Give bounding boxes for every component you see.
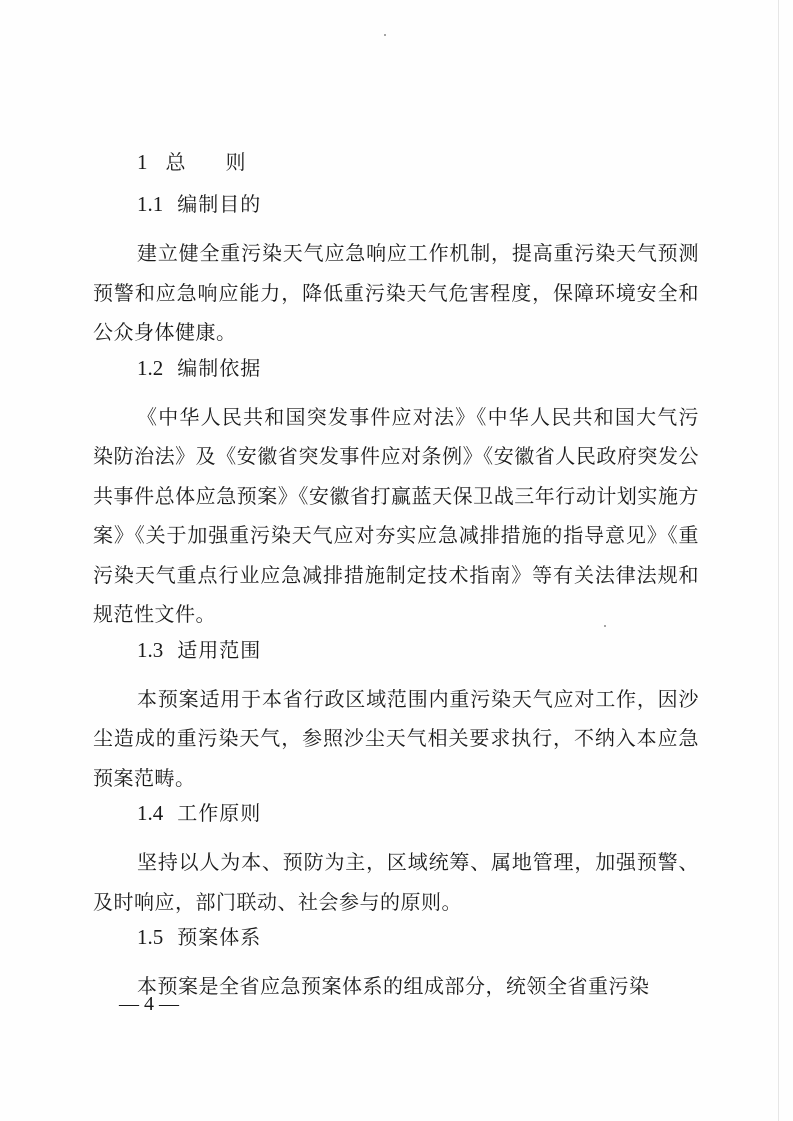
section-title: 工作原则	[177, 801, 262, 825]
section-title: 预案体系	[177, 925, 262, 949]
page-number: — 4 —	[119, 993, 179, 1015]
document-body	[93, 150, 699, 1010]
section-number: 1.1	[137, 192, 164, 216]
paragraph-scope: 本预案适用于本省行政区域范围内重污染天气应对工作，因沙尘造成的重污染天气，参照沙尘天气相关要求执行，不纳入本应急预案范畴。	[93, 686, 699, 790]
paragraph-purpose: 建立健全重污染天气应急响应工作机制，提高重污染天气预测预警和应急响应能力，降低重污染天气危害程度，保障环境安全和公众身体健康。	[93, 241, 699, 344]
paragraph-system: 本预案是全省应急预案体系的组成部分，统领全省重污染	[137, 974, 650, 998]
section-title: 编制依据	[177, 355, 262, 380]
section-title: 总 则	[165, 150, 256, 174]
section-title: 编制目的	[177, 192, 262, 216]
section-number: 1.3	[137, 637, 164, 662]
section-number: 1.4	[137, 801, 164, 825]
section-heading-1-5	[93, 925, 699, 967]
section-number: 1.2	[137, 355, 164, 380]
section-heading-1	[93, 150, 699, 192]
section-heading-1-2	[93, 356, 699, 398]
section-heading-1-3	[93, 638, 699, 680]
section-heading-1-1	[93, 192, 699, 234]
section-number: 1	[137, 150, 148, 174]
scan-speck	[384, 34, 386, 36]
section-number: 1.5	[137, 925, 164, 949]
paragraph-principles: 坚持以人为本、预防为主，区域统筹、属地管理，加强预警、及时响应，部门联动、社会参与的原则。	[93, 850, 699, 914]
section-title: 适用范围	[177, 637, 262, 662]
scan-edge-line	[778, 0, 779, 1121]
paragraph-basis: 《中华人民共和国突发事件应对法》《中华人民共和国大气污染防治法》及《安徽省突发事件应对条例》《安徽省人民政府突发公共事件总体应急预案》《安徽省打赢蓝天保卫战三年行动计划实施方案》《关于加强重污染天气应对夯实应急减排措施的指导意见》《重污染天气重点行业应急减排措施制定技术指南》等有关法律法规和规范性文件。	[93, 404, 699, 626]
section-heading-1-4	[93, 801, 699, 843]
